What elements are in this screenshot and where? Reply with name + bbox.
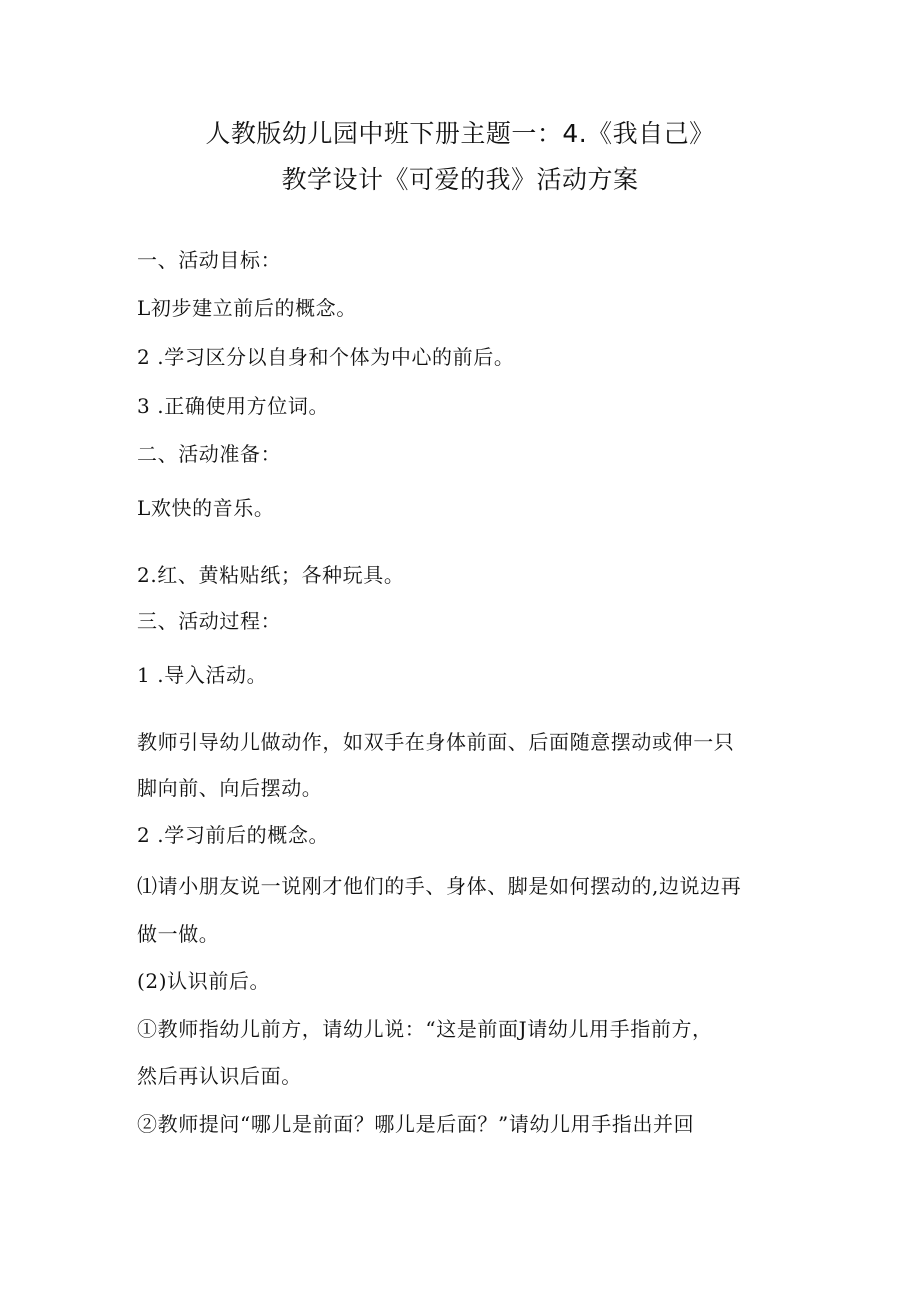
process-step-1: 1 .导入活动。 xyxy=(137,663,268,687)
section-heading-preparation: 二、活动准备： xyxy=(137,442,282,466)
paragraph-line: ②教师提问“哪儿是前面？哪儿是后面？”请幼儿用手指出并回 xyxy=(137,1112,695,1136)
section-heading-goals: 一、活动目标： xyxy=(137,248,282,272)
paragraph-line: 脚向前、向后摆动。 xyxy=(137,776,323,800)
sub-step-2: (2)认识前后。 xyxy=(137,969,271,993)
process-step-2: 2 .学习前后的概念。 xyxy=(137,823,330,847)
document-title-line-2: 教学设计《可爱的我》活动方案 xyxy=(281,165,639,194)
paragraph-line: ①教师指幼儿前方，请幼儿说：“这是前面J请幼儿用手指前方， xyxy=(137,1017,713,1041)
paragraph-line: 教师引导幼儿做动作，如双手在身体前面、后面随意摆动或伸一只 xyxy=(137,730,735,754)
goal-item-2: 2 .学习区分以自身和个体为中心的前后。 xyxy=(137,345,515,369)
preparation-item-2: 2.红、黄粘贴纸；各种玩具。 xyxy=(137,563,405,587)
paragraph-line: ⑴请小朋友说一说刚才他们的手、身体、脚是如何摆动的,边说边再 xyxy=(137,874,742,898)
goal-item-1: L初步建立前后的概念。 xyxy=(137,296,357,320)
paragraph-line: 然后再认识后面。 xyxy=(137,1064,302,1088)
goal-item-3: 3 .正确使用方位词。 xyxy=(137,394,330,418)
preparation-item-1: L欢快的音乐。 xyxy=(137,496,275,520)
document-title-line-1: 人教版幼儿园中班下册主题一：4.《我自己》 xyxy=(205,119,715,148)
paragraph-line: 做一做。 xyxy=(137,922,220,946)
section-heading-process: 三、活动过程： xyxy=(137,609,282,633)
